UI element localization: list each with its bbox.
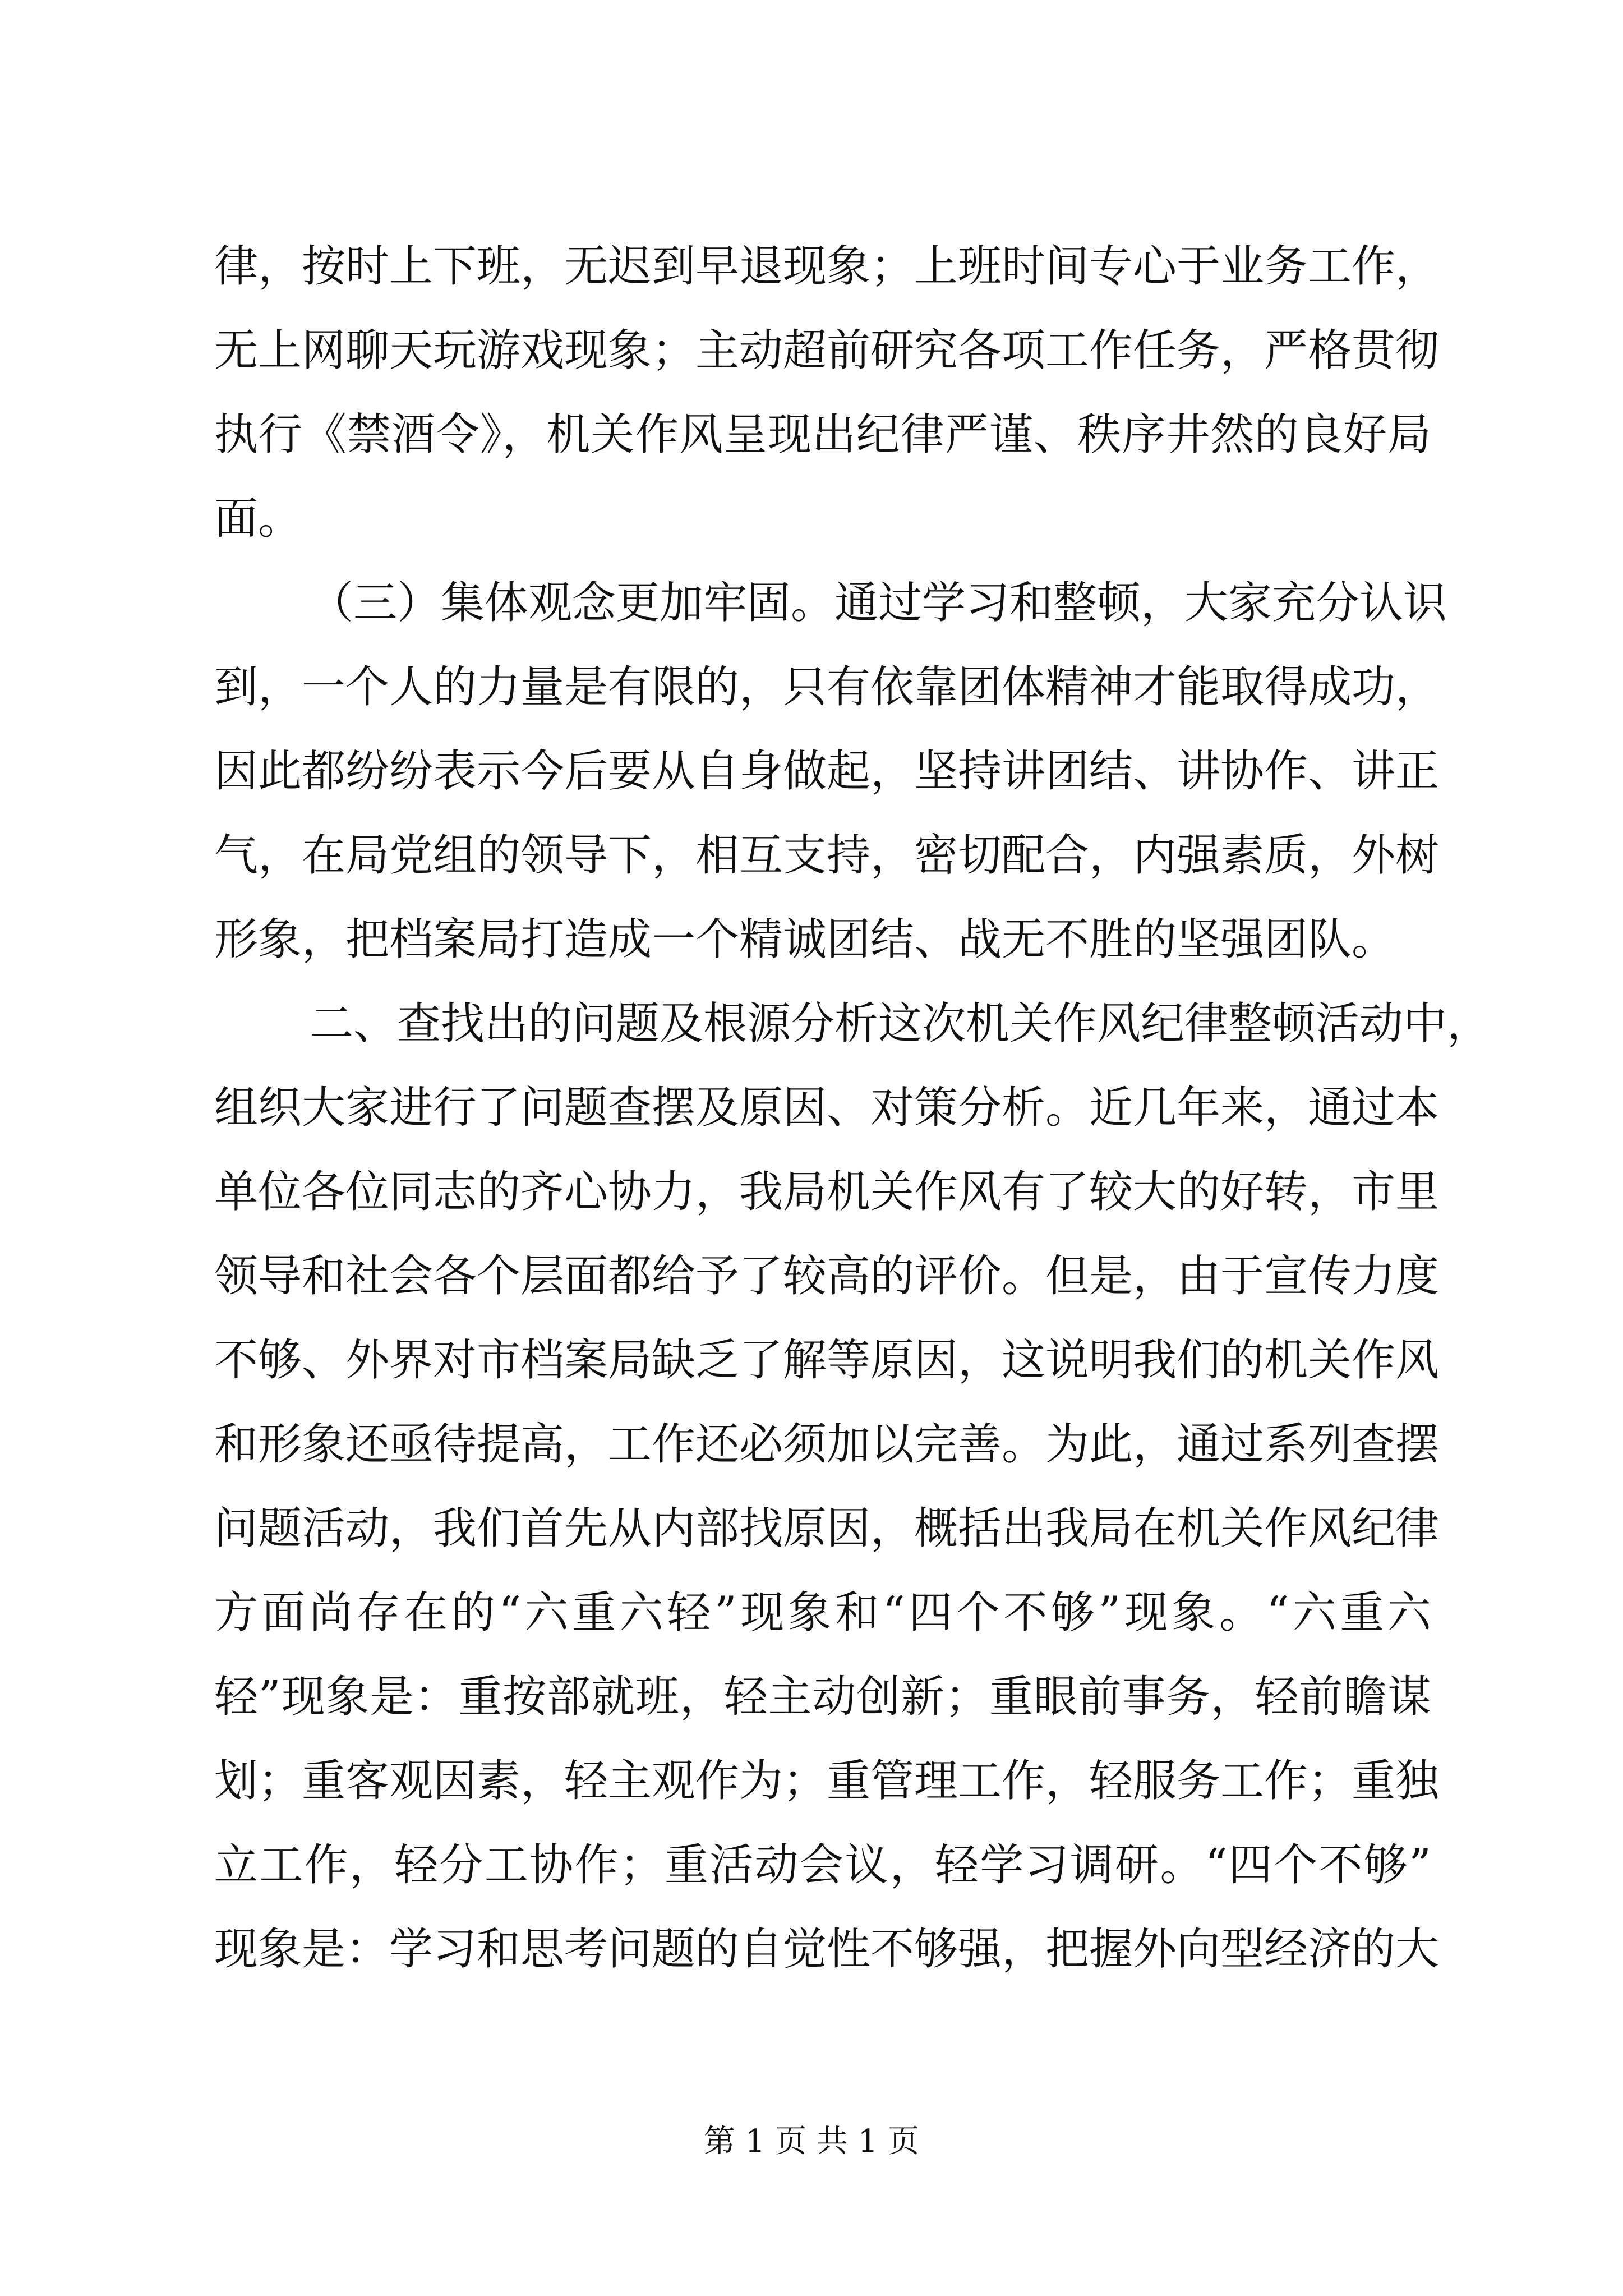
text-line: 气，在局党组的领导下，相互支持，密切配合，内强素质，外树 [214,830,1440,881]
text-line: 轻”现象是：重按部就班，轻主动创新；重眼前事务，轻前瞻谋 [214,1672,1431,1722]
text-line: 方面尚存在的“六重六轻”现象和“四个不够”现象。“六重六 [214,1588,1431,1638]
text-line: 和形象还亟待提高，工作还必须加以完善。为此，通过系列查摆 [214,1419,1440,1470]
text-line: 因此都纷纷表示今后要从自身做起，坚持讲团结、讲协作、讲正 [214,746,1440,797]
text-line: 面。 [214,494,302,544]
text-line: 领导和社会各个层面都给予了较高的评价。但是，由于宣传力度 [214,1251,1440,1301]
paragraph-start-line: （三）集体观念更加牢固。通过学习和整顿，大家充分认识 [310,578,1447,628]
text-line: 组织大家进行了问题查摆及原因、对策分析。近几年来，通过本 [214,1083,1440,1133]
text-line: 不够、外界对市档案局缺乏了解等原因，这说明我们的机关作风 [214,1335,1440,1386]
text-line: 单位各位同志的齐心协力，我局机关作风有了较大的好转，市里 [214,1167,1440,1217]
text-line: 问题活动，我们首先从内部找原因，概括出我局在机关作风纪律 [214,1503,1440,1554]
page-number-footer: 第 1 页 共 1 页 [703,2123,920,2160]
text-line: 现象是：学习和思考问题的自觉性不够强，把握外向型经济的大 [214,1924,1440,1975]
text-line: 形象，把档案局打造成一个精诚团结、战无不胜的坚强团队。 [214,914,1396,965]
paragraph-start-line: 二、查找出的问题及根源分析这次机关作风纪律整顿活动中， [310,999,1491,1049]
text-line: 律，按时上下班，无迟到早退现象；上班时间专心于业务工作， [214,241,1440,292]
text-line: 无上网聊天玩游戏现象；主动超前研究各项工作任务，严格贯彻 [214,325,1440,376]
text-line: 立工作，轻分工协作；重活动会议，轻学习调研。“四个不够” [214,1840,1431,1890]
text-line: 划；重客观因素，轻主观作为；重管理工作，轻服务工作；重独 [214,1756,1440,1806]
text-line: 执行《禁酒令》，机关作风呈现出纪律严谨、秩序井然的良好局 [214,409,1431,460]
text-line: 到，一个人的力量是有限的，只有依靠团体精神才能取得成功， [214,662,1440,712]
document-body [214,224,1491,1991]
